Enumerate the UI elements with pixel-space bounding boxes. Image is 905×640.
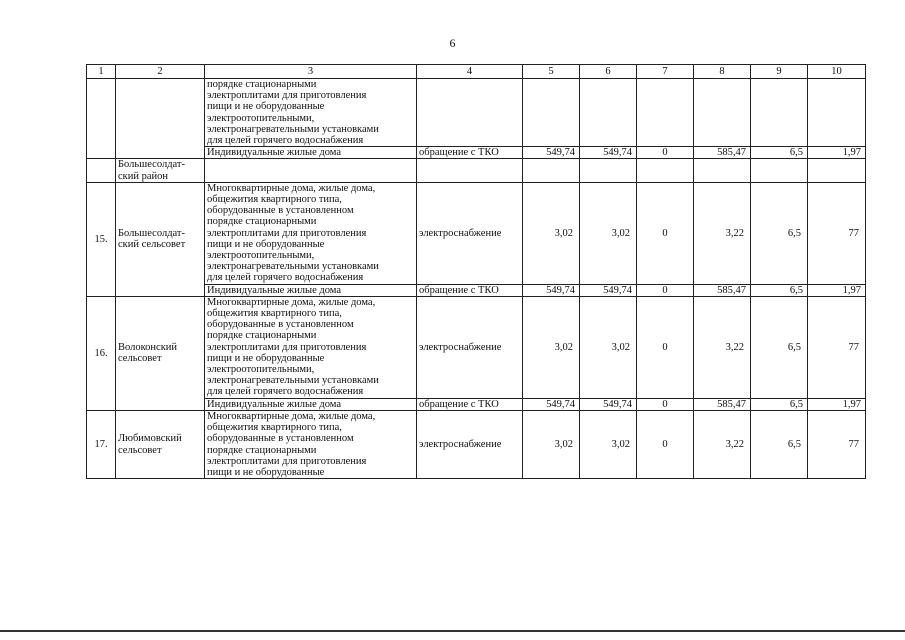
settlement-name: Любимовский сельсовет [118,433,182,456]
num-cell: 15. [87,182,116,296]
name-cell [116,79,205,159]
header-cell: 5 [523,65,580,79]
value-cell: 3,22 [694,296,751,398]
district-name-cell [116,159,205,182]
service-cell: обращение с ТКО [417,398,523,410]
service-cell: обращение с ТКО [417,284,523,296]
value-cell: 0 [637,296,694,398]
page-bottom-edge [0,630,905,632]
value-cell: 3,22 [694,182,751,284]
value-cell: 6,5 [751,147,808,159]
entry-row [87,182,866,284]
value-cell: 0 [637,147,694,159]
value-cell: 3,02 [523,410,580,478]
category-cell [205,182,417,284]
category-cell [205,79,417,147]
value-cell: 585,47 [694,398,751,410]
value-cell: 77 [808,410,866,478]
category-text: Многоквартирные дома, жилые дома, общежития квартирного типа, оборудованные в установленном порядке стационарными электроплитами для приготовления пищи и не оборудованные электроотопительными, электронагревательными установками для целей горячего водоснабжения [207,182,379,284]
value-cell: 549,74 [523,147,580,159]
category-cell [205,410,417,478]
header-cell: 1 [87,65,116,79]
value-cell: 549,74 [523,398,580,410]
value-cell: 3,02 [523,182,580,284]
value-cell: 6,5 [751,410,808,478]
name-cell [116,296,205,410]
value-cell: 6,5 [751,296,808,398]
value-cell: 0 [637,284,694,296]
service-cell: обращение с ТКО [417,147,523,159]
value-cell: 3,02 [523,296,580,398]
num-cell [87,79,116,159]
header-cell: 7 [637,65,694,79]
value-cell: 3,02 [580,410,637,478]
category-cell: Индивидуальные жилые дома [205,398,417,410]
value-cell: 1,97 [808,284,866,296]
value-cell: 3,22 [694,410,751,478]
value-cell: 0 [637,182,694,284]
value-cell: 585,47 [694,147,751,159]
tariff-table [86,64,866,479]
header-cell: 9 [751,65,808,79]
value-cell: 6,5 [751,398,808,410]
category-text: Многоквартирные дома, жилые дома, общежития квартирного типа, оборудованные в установленном порядке стационарными электроплитами для приготовления пищи и не оборудованные электроотопительными, электронагревательными установками для целей горячего водоснабжения [207,296,379,398]
service-cell: электроснабжение [417,410,523,478]
category-text: порядке стационарными электроплитами для приготовления пищи и не оборудованные электроотопительными, электронагревательными установками для целей горячего водоснабжения [207,79,379,147]
continuation-row [87,79,866,147]
value-cell: 549,74 [523,284,580,296]
settlement-name: Большесолдат- ский сельсовет [118,228,186,251]
value-cell: 77 [808,182,866,284]
value-cell: 0 [637,398,694,410]
value-cell: 3,02 [580,182,637,284]
value-cell: 77 [808,296,866,398]
header-cell: 4 [417,65,523,79]
header-cell: 10 [808,65,866,79]
header-cell: 3 [205,65,417,79]
service-cell [417,79,523,147]
name-cell [116,182,205,296]
value-cell: 6,5 [751,284,808,296]
district-row [87,159,866,182]
entry-row [87,296,866,398]
header-row [87,65,866,79]
category-cell [205,296,417,398]
district-name: Большесолдат- ский район [118,159,186,182]
header-cell: 8 [694,65,751,79]
value-cell: 1,97 [808,398,866,410]
settlement-name: Волоконский сельсовет [118,342,178,365]
service-cell: электроснабжение [417,296,523,398]
header-cell: 6 [580,65,637,79]
value-cell: 549,74 [580,284,637,296]
category-text: Многоквартирные дома, жилые дома, общежития квартирного типа, оборудованные в установленном порядке стационарными электроплитами для приготовления пищи и не оборудованные [207,410,376,478]
header-cell: 2 [116,65,205,79]
name-cell [116,410,205,478]
page-number: 6 [449,36,456,50]
value-cell: 549,74 [580,398,637,410]
value-cell: 585,47 [694,284,751,296]
value-cell: 549,74 [580,147,637,159]
category-cell: Индивидуальные жилые дома [205,284,417,296]
entry-row [87,410,866,478]
num-cell: 17. [87,410,116,478]
value-cell: 6,5 [751,182,808,284]
value-cell: 1,97 [808,147,866,159]
num-cell: 16. [87,296,116,410]
category-cell: Индивидуальные жилые дома [205,147,417,159]
value-cell: 3,02 [580,296,637,398]
service-cell: электроснабжение [417,182,523,284]
value-cell: 0 [637,410,694,478]
